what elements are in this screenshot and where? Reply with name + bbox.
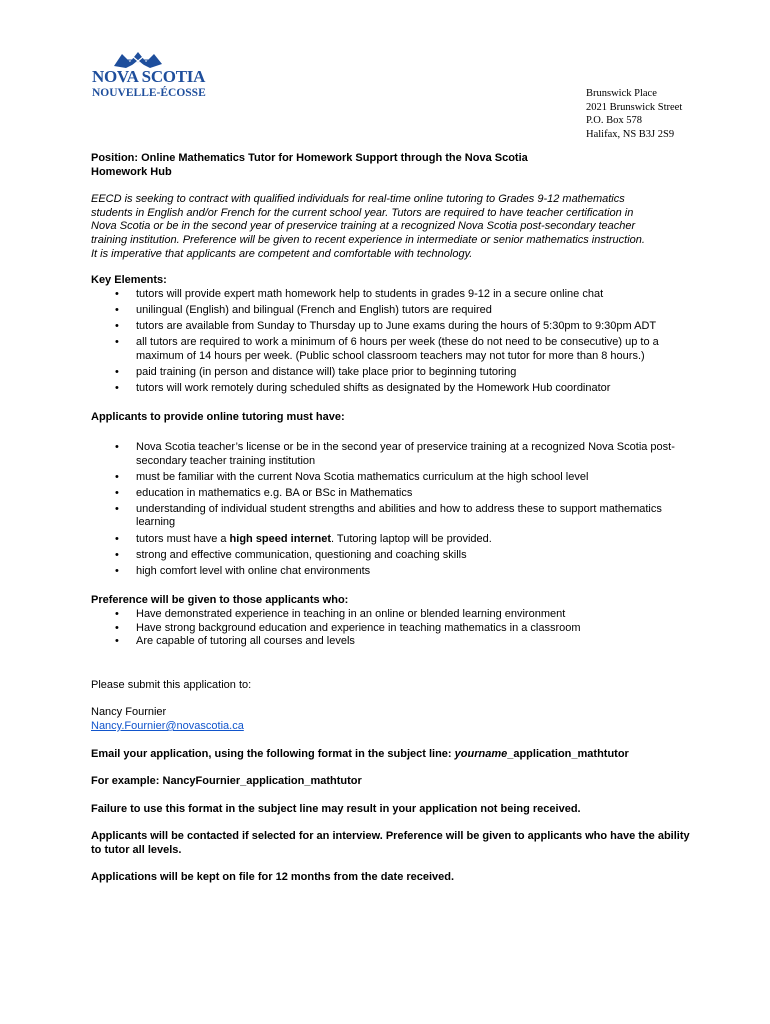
subject-example: For example: NancyFournier_application_mathtutor [91,775,362,788]
key-elements-heading: Key Elements: [91,274,167,287]
retention-notice: Applications will be kept on file for 12 months from the date received. [91,871,455,884]
bullet-icon: • [115,470,119,483]
bullet-icon: • [115,607,119,620]
bullet-icon: • [115,365,119,378]
list-item: • tutors are available from Sunday to Thursday up to June exams during the hours of 5:30pm to 9:30pm ADT [115,319,657,332]
intro-line: training institution. Preference will be given to recent experience in intermediate or senior mathematics instruction. [91,233,645,246]
list-item: • tutors will provide expert math homework help to students in grades 9-12 in a secure online chat [115,287,604,300]
list-item: • tutors must have a high speed internet. Tutoring laptop will be provided. [115,532,492,545]
intro-line: Nova Scotia or be in the second year of preservice training at a recognized Nova Scotia post-secondary teacher [91,220,636,233]
must-have-list [91,441,691,578]
key-elements-list [91,288,691,396]
bullet-icon: • [115,319,119,332]
logo-text-english: NOVA SCOTIA [92,67,206,86]
intro-paragraph [91,193,691,261]
logo-text-french: NOUVELLE-ÉCOSSE [92,87,206,99]
address-block [586,87,682,141]
list-item: • must be familiar with the current Nova Scotia mathematics curriculum at the high school level [115,470,589,483]
bullet-icon: • [115,287,119,300]
preference-heading: Preference will be given to those applicants who: [91,594,349,607]
bullet-icon: • [115,502,119,515]
address-line: Halifax, NS B3J 2S9 [586,128,675,140]
bullet-icon: • [115,532,119,545]
contact-name: Nancy Fournier [91,706,167,719]
contact-email-link[interactable]: Nancy.Fournier@novascotia.ca [91,719,244,732]
bullet-icon: • [115,336,119,349]
preference-list [91,608,691,649]
position-title-line: Homework Hub [91,165,172,178]
submit-instructions: Please submit this application to: [91,678,252,691]
bullet-icon: • [115,303,119,316]
address-line: P.O. Box 578 [586,115,643,126]
list-item: • high comfort level with online chat environments [115,564,371,577]
list-item: • education in mathematics e.g. BA or BSc in Mathematics [115,486,413,499]
position-title-line: Position: Online Mathematics Tutor for Homework Support through the Nova Scotia [91,152,528,164]
intro-line: students in English and/or French for the current school year. Tutors are required to have teacher certification in [91,206,634,219]
address-line: 2021 Brunswick Street [586,101,683,113]
list-item: • Nova Scotia teacher’s license or be in the second year of preservice training at a recognized Nova Scotia post-secondary teacher training institution [115,441,675,467]
bullet-icon: • [115,548,119,561]
list-item: • tutors will work remotely during scheduled shifts as designated by the Homework Hub coordinator [115,381,611,394]
intro-line: It is imperative that applicants are competent and comfortable with technology. [91,247,473,260]
list-item: • understanding of individual student strengths and abilities and how to address these to support mathematics learning [115,502,662,529]
interview-notice: Applicants will be contacted if selected for an interview. Preference will be given to applicants who have the ability to tutor all levels. [91,830,690,856]
list-item: • Are capable of tutoring all courses and levels [115,635,355,648]
bullet-icon: • [115,564,119,577]
list-item: • paid training (in person and distance will) take place prior to beginning tutoring [115,365,517,378]
list-item: • strong and effective communication, questioning and coaching skills [115,548,467,561]
bullet-icon: • [115,486,119,499]
list-item: • Have strong background education and experience in teaching mathematics in a classroom [115,621,581,634]
emphasis-text: high speed internet [229,532,332,545]
position-title [91,152,691,179]
bullet-icon: • [115,621,119,634]
list-item: • unilingual (English) and bilingual (French and English) tutors are required [115,303,492,316]
failure-warning: Failure to use this format in the subject line may result in your application not being received. [91,802,581,815]
bullet-icon: • [115,441,119,453]
document-body [91,152,691,885]
list-item: • Have demonstrated experience in teaching in an online or blended learning environment [115,607,566,620]
subject-format-instructions: Email your application, using the following format in the subject line: yourname_application_mathtutor [91,747,629,760]
bullet-icon: • [115,635,119,648]
intro-line: EECD is seeking to contract with qualified individuals for real-time online tutoring to Grades 9-12 mathematics [91,193,625,206]
nova-scotia-logo [92,48,212,104]
subject-placeholder: yourname [454,747,508,760]
bullet-icon: • [115,381,119,394]
list-item: • all tutors are required to work a minimum of 6 hours per week (these do not need to be consecutive) up to a maximum of 14 hours per week. (Public school classroom teachers may not tutor for more than 8 hours.) [115,336,659,362]
must-have-heading: Applicants to provide online tutoring must have: [91,411,345,424]
address-line: Brunswick Place [586,88,657,99]
